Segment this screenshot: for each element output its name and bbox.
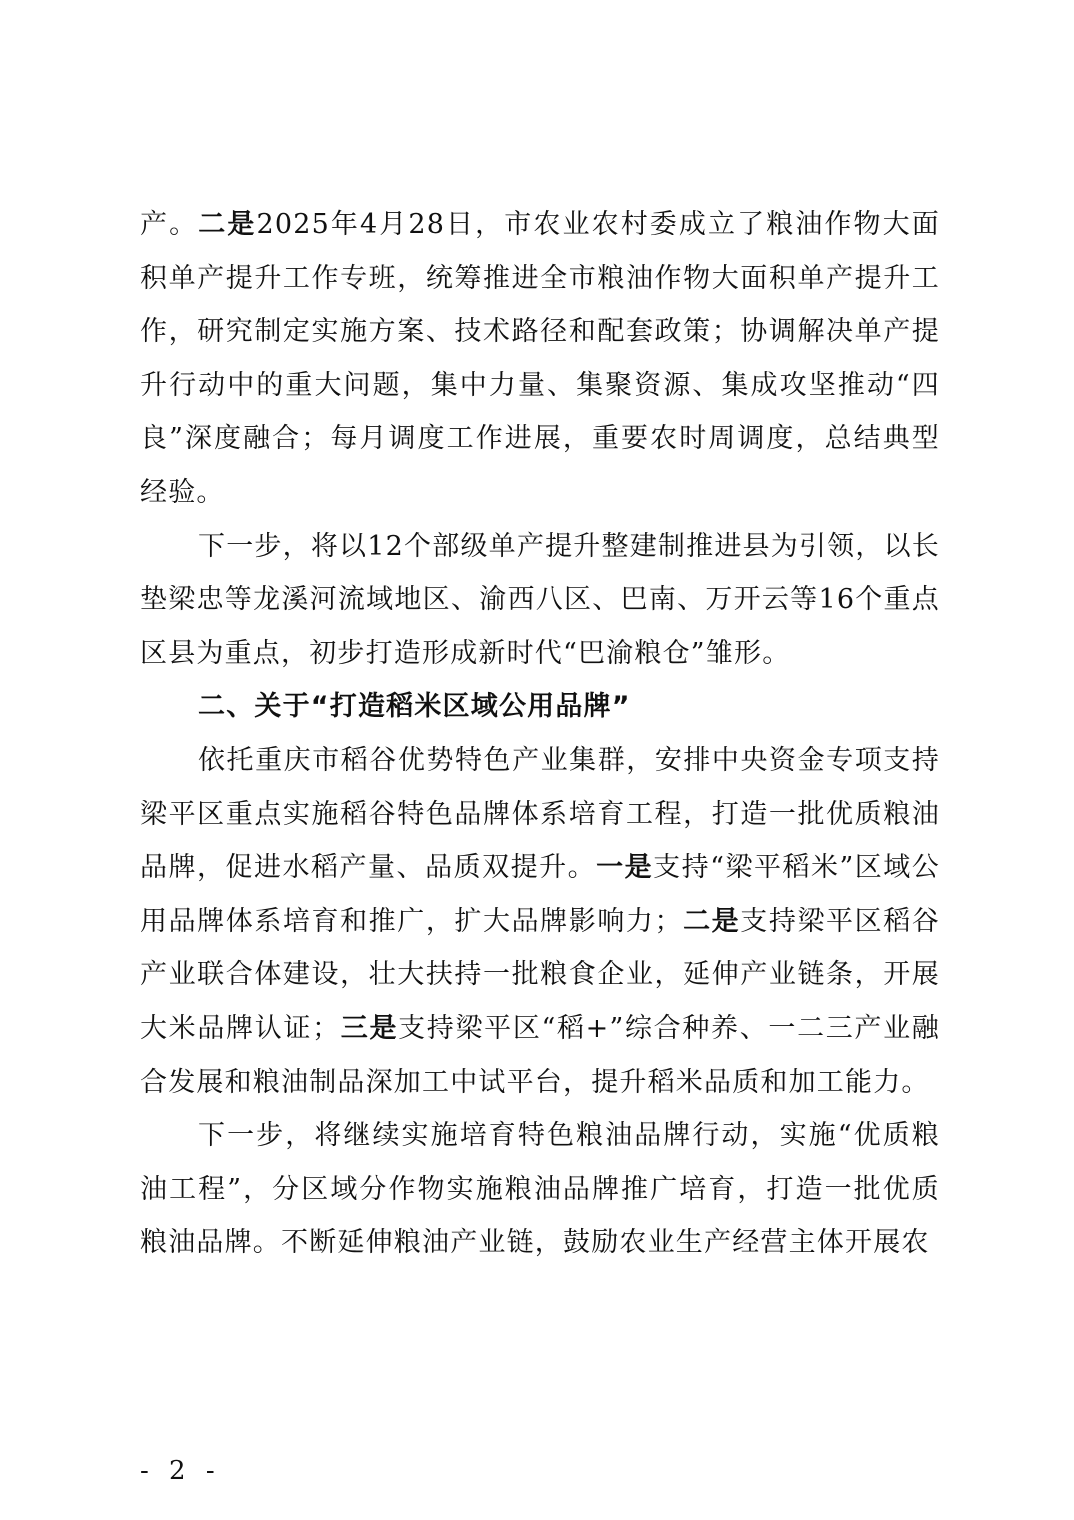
paragraph-3-item-1: 支持“梁平稻米”区域公用品牌体系培育和推广，扩大品牌影响力；: [140, 852, 940, 937]
document-body: [140, 198, 940, 1270]
paragraph-3-intro: 依托重庆市稻谷优势特色产业集群，安排中央资金专项支持梁平区重点实施稻谷特色品牌体系培育工程，打造一批优质粮油品牌，促进水稻产量、品质双提升。: [140, 744, 940, 884]
paragraph-3-marker-2: 二是: [682, 905, 741, 937]
paragraph-3-marker-1: 一是: [596, 852, 654, 884]
paragraph-1-bold-marker: 二是: [198, 209, 257, 240]
paragraph-3-item-2: 支持梁平区稻谷产业联合体建设，壮大扶持一批粮食企业，延伸产业链条，开展大米品牌认证；: [140, 905, 940, 1044]
page-number: - 2 -: [140, 1456, 221, 1486]
paragraph-4: 下一步，将继续实施培育特色粮油品牌行动，实施“优质粮油工程”，分区域分作物实施粮油品牌推广培育，打造一批优质粮油品牌。不断延伸粮油产业链，鼓励农业生产经营主体开展农: [140, 1120, 940, 1259]
paragraph-3-item-3: 支持梁平区“稻+”综合种养、一二三产业融合发展和粮油制品深加工中试平台，提升稻米品质和加工能力。: [140, 1012, 940, 1098]
paragraph-3: [140, 734, 940, 1109]
paragraph-1-text: 2025年4月28日，市农业农村委成立了粮油作物大面积单产提升工作专班，统筹推进全市粮油作物大面积单产提升工作，研究制定实施方案、技术路径和配套政策；协调解决单产提升行动中的重大问题，集中力量、集聚资源、集成攻坚推动“四良”深度融合；每月调度工作进展，重要农时周调度，总结典型经验。: [140, 209, 940, 508]
paragraph-1: [140, 198, 940, 520]
paragraph-2: 下一步，将以12个部级单产提升整建制推进县为引领，以长垫梁忠等龙溪河流域地区、渝西八区、巴南、万开云等16个重点区县为重点，初步打造形成新时代“巴渝粮仓”雏形。: [140, 530, 940, 669]
section-heading-2: 二、关于“打造稻米区域公用品牌”: [198, 691, 631, 723]
paragraph-1-lead: 产。: [140, 209, 199, 240]
paragraph-3-marker-3: 三是: [340, 1012, 399, 1044]
